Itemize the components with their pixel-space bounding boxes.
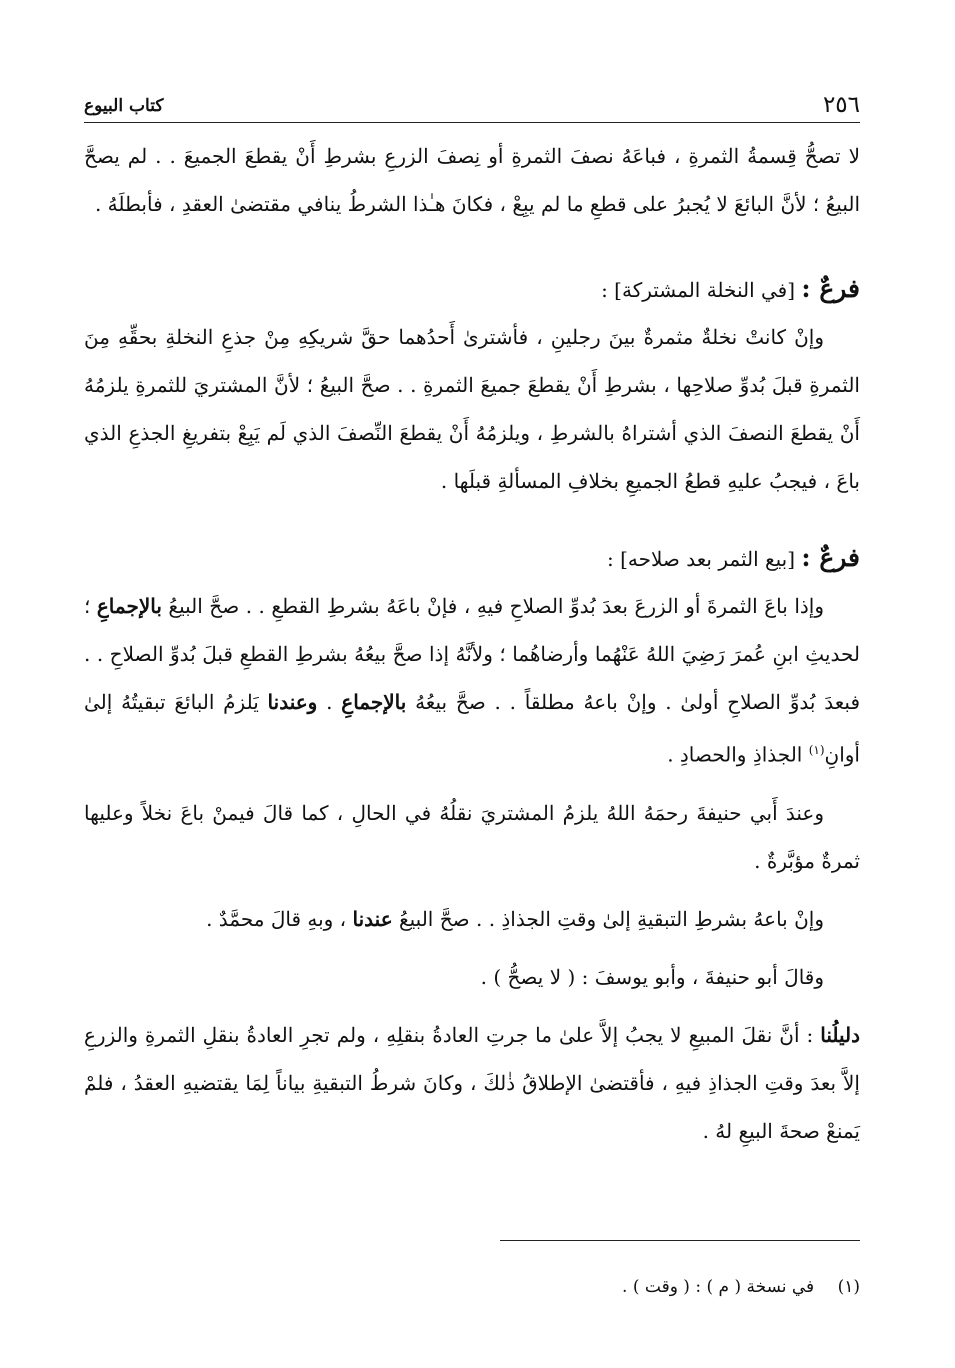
text-run: وإذا باعَ الثمرةَ أو الزرعَ بعدَ بُدوِّ الصلاحِ فيهِ ، فإنْ باعَهُ بشرطِ القطعِ . . صحَّ البيعُ — [168, 594, 825, 618]
branch-heading-2 — [84, 535, 860, 582]
branch-title: [بيع الثمر بعد صلاحه] : — [607, 547, 796, 571]
bold-term: بالإجماعِ — [341, 690, 407, 714]
paragraph-5 — [84, 895, 860, 943]
footnote-number: (١) — [837, 1277, 860, 1297]
paragraph-2: وإنْ كانتْ نخلةٌ مثمرةٌ بينَ رجلينِ ، فأشترىٰ أَحدُهما حقَّ شريكِهِ مِنْ جذعِ النخلةِ بحقِّهِ مِنَ الثمرةِ قبلَ بُدوِّ صلاحِها ، بشرطِ أَنْ يقطعَ جميعَ الثمرةِ . . صحَّ البيعُ ؛ لأنَّ المشتريَ للثمرةِ يلزمُهُ أَنْ يقطعَ النصفَ الذي أشتراهُ بالشرطِ ، ويلزمُهُ أَنْ يقطعَ النِّصفَ الذي لَم يَبِعْ بتفريغِ الجذعِ الذي باعَ ، فيجبُ عليهِ قطعُ الجميعِ بخلافِ المسألةِ قبلَها . — [84, 325, 860, 493]
page-header — [84, 86, 860, 123]
footnote-text: في نسخة ( م ) : ( وقت ) . — [622, 1277, 815, 1297]
paragraph-4: وعندَ أَبي حنيفةَ رحمَهُ اللهُ يلزمُ المشتريَ نقلُهُ في الحالِ ، كما قالَ فيمنْ باعَ نخلاً وعليها ثمرةٌ مؤبَّرةٌ . — [84, 800, 860, 873]
page-number: ٢٥٦ — [822, 92, 860, 118]
text-run: الجذاذِ والحصادِ . — [667, 742, 803, 767]
footnote-divider — [500, 1240, 860, 1241]
paragraph-1: لا تصحُّ قِسمةُ الثمرةِ ، فباعَهُ نصفَ الثمرةِ أو نِصفَ الزرعِ بشرطِ أَنْ يقطعَ الجميعَ . . لم يصحَّ البيعُ ؛ لأنَّ البائعَ لا يُجبرُ على قطعِ ما لم يبِعْ ، فكانَ هـٰذا الشرطُ ينافي مقتضىٰ العقدِ ، فأبطلَهُ . — [84, 144, 860, 216]
branch-label: فرعٌ : — [801, 274, 860, 303]
page-body — [84, 132, 860, 1155]
branch-heading-1 — [84, 266, 860, 313]
footnote — [84, 1277, 860, 1297]
paragraph-7 — [84, 1011, 860, 1155]
bold-term: وعندنا — [267, 690, 318, 714]
text-run: : أنَّ نقلَ المبيعِ لا يجبُ إلاَّ علىٰ ما جرتِ العادةُ بنقلِهِ ، ولم تجرِ العادةُ بنقلِ الثمرةِ والزرعِ إلاَّ بعدَ وقتِ الجذاذِ فيهِ ، فأقتضىٰ الإطلاقُ ذٰلكَ ، وكانَ شرطُ التبقيةِ بياناً لِمَا يقتضيهِ العقدُ ، فلمْ يَمنعْ صحةَ البيعِ لهُ . — [84, 1022, 860, 1143]
paragraph-6: وقالَ أبو حنيفةَ ، وأبو يوسفَ : ( لا يصحُّ ) . — [480, 964, 824, 989]
footnote-ref: (١) — [808, 743, 825, 757]
text-run: ؛ لحديثِ ابنِ عُمرَ رَضِيَ اللهُ عَنْهُما وأرضاهُما ؛ ولأنَّهُ إذا صحَّ بيعُهُ بشرطِ القطعِ قبلَ بُدوِّ الصلاحِ . . فبعدَ بُدوِّ الصلاحِ أولىٰ . وإنْ باعهُ مطلقاً . . صحَّ بيعُهُ — [84, 594, 861, 714]
text-run: يَلزمُ البائعَ تبقيتُهُ إلىٰ أوانِ — [84, 690, 860, 767]
text-run: . — [326, 690, 333, 714]
branch-label: فرعٌ : — [801, 543, 860, 572]
text-run: ، وبهِ قالَ محمَّدٌ . — [206, 906, 347, 931]
bold-term: عندنا — [352, 906, 393, 931]
paragraph-3 — [84, 582, 860, 779]
evidence-label: دليلُنا — [820, 1022, 861, 1047]
running-title: كتاب البيوع — [84, 96, 164, 116]
text-run: وإنْ باعهُ بشرطِ التبقيةِ إلىٰ وقتِ الجذاذِ . . صحَّ البيعُ — [399, 906, 824, 931]
branch-title: [في النخلة المشتركة] : — [601, 278, 796, 302]
bold-term: بالإجماعِ — [96, 594, 162, 618]
